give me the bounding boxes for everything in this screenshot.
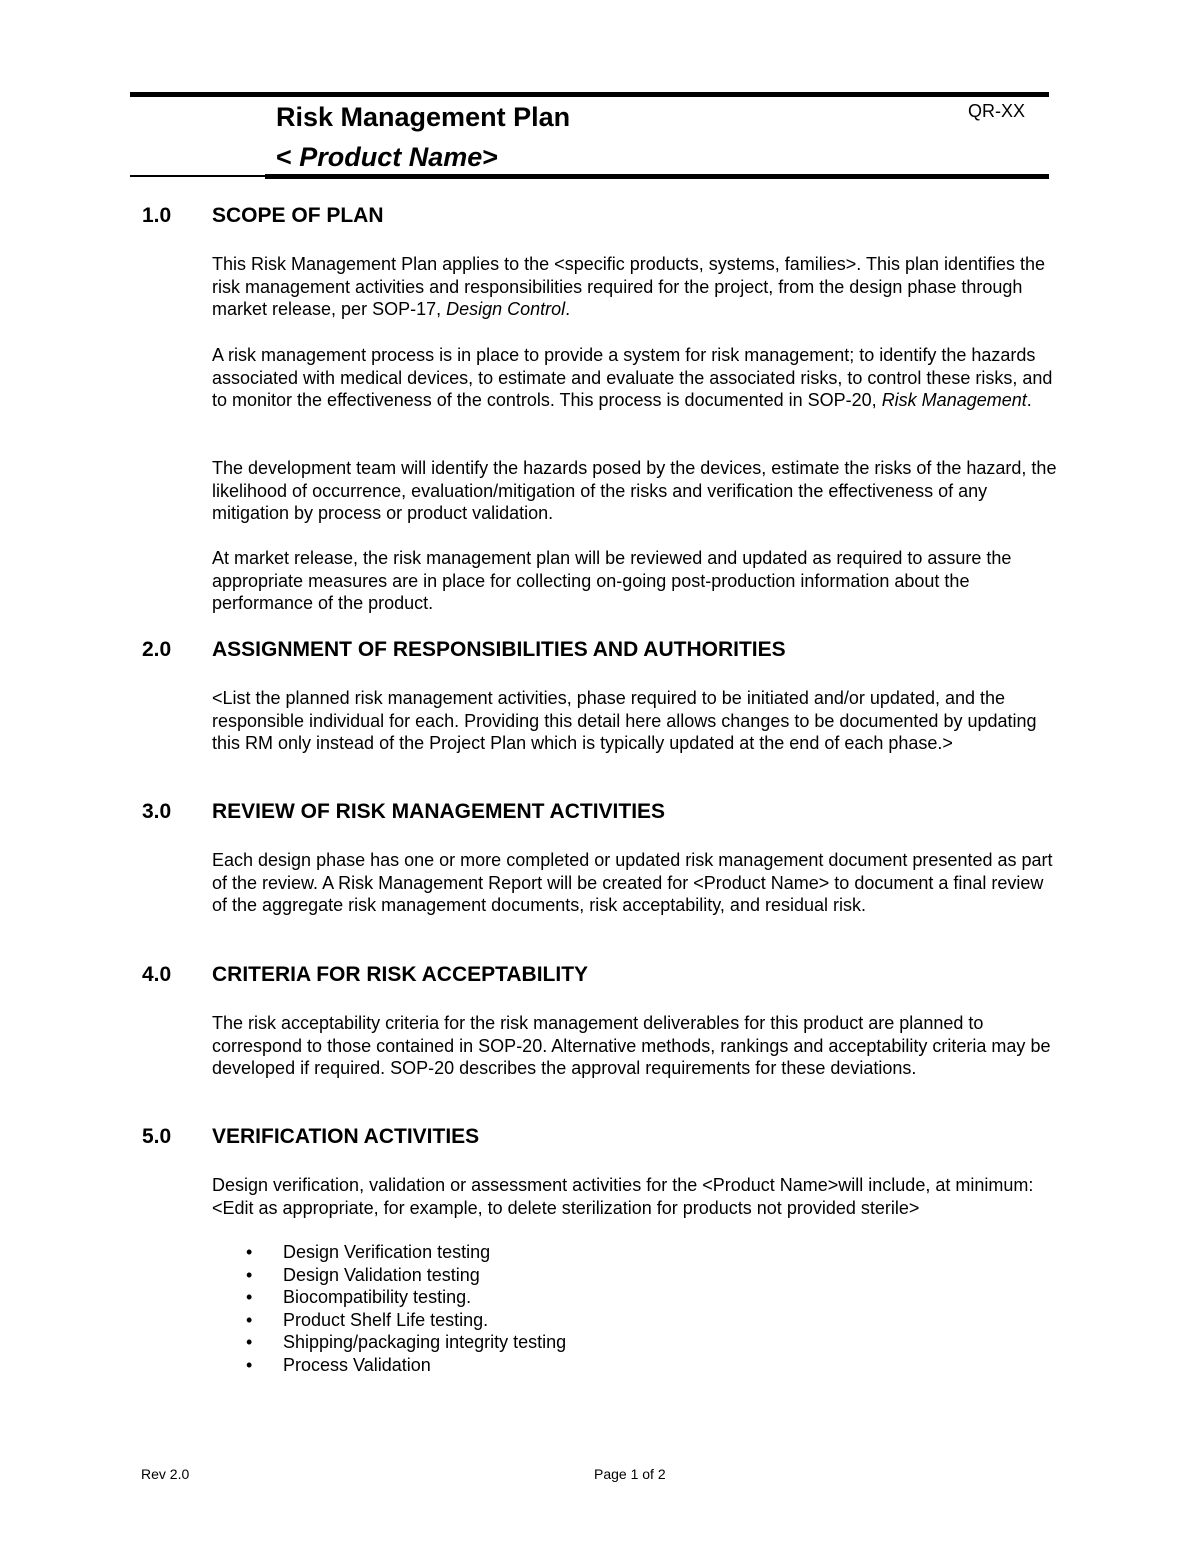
subtitle-product-name: Product Name [299, 142, 483, 172]
bullet-icon: • [246, 1287, 253, 1308]
section-paragraph: Each design phase has one or more completed or updated risk management document presented as part of the review. A Risk Management Report will be created for <Product Name> to document a final review of the aggregate risk management documents, risk acceptability, and residual risk. [212, 850, 1053, 916]
list-item-text: Process Validation [283, 1354, 431, 1375]
list-item-text: Design Validation testing [283, 1264, 480, 1285]
section-number: 2.0 [142, 638, 172, 661]
section-number: 3.0 [142, 800, 172, 823]
section-title: SCOPE OF PLAN [212, 204, 384, 227]
section-paragraph: Design verification, validation or assessment activities for the <Product Name>will include, at minimum:<Edit as appropriate, for example, to delete sterilization for products not provided sterile> [212, 1175, 1034, 1218]
subtitle-prefix: < [276, 142, 300, 172]
list-item-text: Design Verification testing [283, 1242, 491, 1262]
paragraph-end: . [565, 299, 571, 320]
paragraph-text: A risk management process is in place to provide a system for risk management; to identify the hazards associated with medical devices, to estimate and evaluate the associated risks, to control these risks, and to monitor the effectiveness of the controls. This process is documented in SOP-20, [212, 345, 1053, 411]
bullet-icon: • [246, 1309, 253, 1330]
paragraph-italic-ref: Risk Management [881, 390, 1027, 411]
list-item [212, 1264, 566, 1287]
section-title: CRITERIA FOR RISK ACCEPTABILITY [212, 963, 589, 986]
bullet-icon: • [246, 1354, 253, 1375]
list-item-text: Shipping/packaging integrity testing [283, 1332, 567, 1353]
section-paragraph: The risk acceptability criteria for the risk management deliverables for this product are planned to correspond to those contained in SOP-20. Alternative methods, rankings and acceptability criteria may be developed if required. SOP-20 describes the approval requirements for these deviations. [212, 1013, 1051, 1079]
section-title: VERIFICATION ACTIVITIES [212, 1125, 480, 1148]
section-title: ASSIGNMENT OF RESPONSIBILITIES AND AUTHORITIES [212, 638, 786, 661]
paragraph-text: This Risk Management Plan applies to the <specific products, systems, families>. This plan identifies the risk management activities and responsibilities required for the project, from the design phase through market release, per SOP-17, [212, 254, 1046, 320]
section-paragraph [212, 253, 1062, 321]
section-paragraph [212, 344, 1062, 412]
bullet-icon: • [246, 1332, 253, 1353]
section-paragraph: The development team will identify the hazards posed by the devices, estimate the risks of the hazard, the likelihood of occurrence, evaluation/mitigation of the risks and verification the effectiveness of any mitigation by process or product validation. [212, 458, 1057, 524]
list-item [212, 1309, 566, 1332]
verification-activities-list [212, 1241, 566, 1377]
section-title: REVIEW OF RISK MANAGEMENT ACTIVITIES [212, 800, 666, 823]
section-number: 4.0 [142, 963, 172, 986]
document-code: QR-XX [968, 101, 1026, 121]
header-top-rule [130, 92, 1049, 97]
list-item [212, 1286, 566, 1309]
list-item-text: Biocompatibility testing. [283, 1287, 472, 1308]
paragraph-italic-ref: Design Control [446, 299, 566, 320]
header-bottom-rule [265, 174, 1049, 179]
bullet-icon: • [246, 1264, 253, 1285]
section-number: 5.0 [142, 1125, 172, 1148]
footer-page-number: Page 1 of 2 [594, 1466, 666, 1482]
footer-revision: Rev 2.0 [141, 1466, 190, 1482]
bullet-icon: • [246, 1242, 253, 1262]
list-item [212, 1354, 566, 1377]
section-paragraph: At market release, the risk management plan will be reviewed and updated as required to assure the appropriate measures are in place for collecting on-going post-production information about the performance of the product. [212, 548, 1012, 614]
list-item [212, 1331, 566, 1354]
document-subtitle [276, 140, 498, 174]
document-title: Risk Management Plan [276, 102, 571, 132]
section-number: 1.0 [142, 204, 172, 227]
list-item [212, 1241, 566, 1264]
subtitle-suffix: > [482, 142, 499, 172]
header-bottom-rule-left [130, 175, 265, 177]
section-paragraph: <List the planned risk management activities, phase required to be initiated and/or updated, and the responsible individual for each. Providing this detail here allows changes to be documented by updating this RM only instead of the Project Plan which is typically updated at the end of each phase.> [212, 688, 1037, 754]
list-item-text: Product Shelf Life testing. [283, 1309, 489, 1330]
paragraph-end: . [1026, 390, 1032, 411]
